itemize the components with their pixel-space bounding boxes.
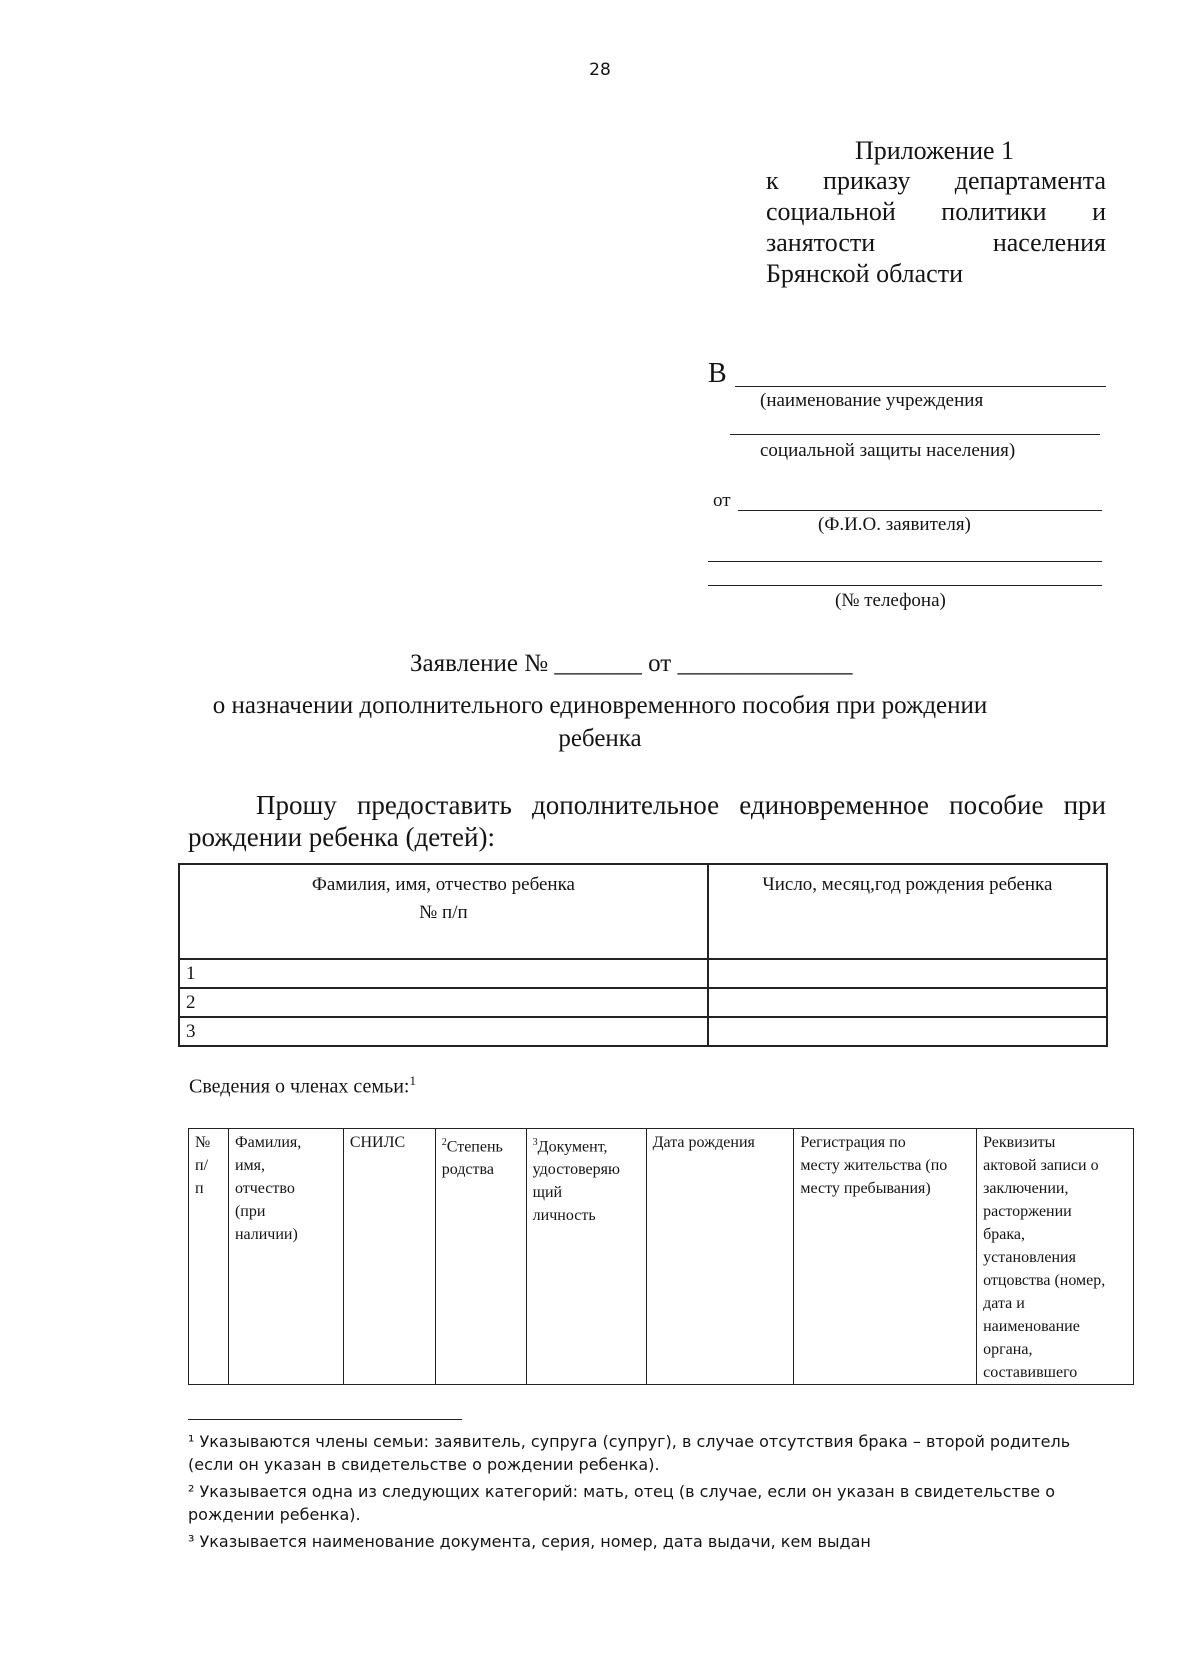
family-header-text: щий [532, 1184, 563, 1202]
family-header-cell [435, 1129, 526, 1385]
footnote-3: ³ Указывается наименование документа, серия, номер, дата выдачи, кем выдан [188, 1532, 871, 1551]
phone-caption: (№ телефона) [835, 590, 946, 611]
footnote-1: ¹ Указываются члены семьи: заявитель, супруга (супруг), в случае отсутствия брака – второй родитель (если он указан в свидетельстве о рождении ребенка). [188, 1432, 1071, 1474]
family-header-text: Фамилия, [234, 1134, 302, 1151]
family-header-text: составившего [983, 1364, 1078, 1381]
children-row-birthdate[interactable] [708, 1017, 1107, 1046]
children-birthdate-header: Число, месяц,год рождения ребенка [708, 864, 1107, 959]
appendix-line-1: к приказу департамента [766, 166, 1106, 195]
family-header-text: Реквизиты [983, 1134, 1056, 1151]
from-label: от [713, 490, 731, 511]
family-header-cell [977, 1129, 1134, 1385]
family-header-cell [343, 1129, 435, 1385]
family-header-text: СНИЛС [349, 1134, 406, 1151]
institution-caption-2: социальной защиты населения) [760, 440, 1016, 461]
family-header-text: наличии) [234, 1226, 298, 1243]
application-subtitle-2: ребенка [558, 725, 642, 752]
family-header-text: личность [532, 1207, 596, 1225]
application-title: Заявление № _______ от ______________ [410, 650, 853, 677]
family-header-cell [646, 1129, 794, 1385]
family-header-text: установления [983, 1249, 1076, 1266]
children-row-number[interactable]: 1 [179, 959, 708, 988]
family-header-cell [526, 1129, 646, 1385]
appendix-line-3: занятости населения [766, 228, 1106, 257]
applicant-fio-field-line[interactable] [738, 510, 1102, 511]
family-header-text: органа, [983, 1341, 1033, 1358]
appendix-line-2: социальной политики и [766, 197, 1107, 226]
application-subtitle: о назначении дополнительного единовременного пособия при рождении [212, 692, 988, 719]
fio-caption: (Ф.И.О. заявителя) [818, 514, 971, 535]
family-header-text: (при [234, 1203, 266, 1220]
phone-field-line[interactable] [708, 585, 1102, 586]
family-header-text: п [195, 1180, 204, 1197]
family-header-text: дата и [983, 1295, 1025, 1312]
family-header-text: месту жительства (по [800, 1157, 948, 1174]
family-header-text: Регистрация по [800, 1134, 906, 1151]
institution-caption: (наименование учреждения [760, 390, 984, 411]
appendix-title: Приложение 1 [855, 136, 1015, 165]
family-header-text: п/ [195, 1157, 209, 1174]
family-header-text: № [195, 1134, 211, 1151]
family-table [188, 1128, 1134, 1385]
family-header-text: $^2$Степень [441, 1137, 503, 1156]
family-header-text: наименование [983, 1318, 1080, 1335]
to-label: В [708, 358, 727, 389]
family-header-text: родства [441, 1161, 494, 1179]
family-header-cell [189, 1129, 229, 1385]
family-header-text: актовой записи о [983, 1157, 1099, 1174]
family-header-text: Дата рождения [652, 1134, 755, 1151]
children-row-number[interactable]: 2 [179, 988, 708, 1017]
family-header-text: брака, [983, 1226, 1025, 1243]
family-header-text: удостоверяю [532, 1161, 620, 1179]
request-text-line-1: Прошу предоставить дополнительное единовременное пособие при [256, 790, 1106, 820]
children-table [178, 863, 1108, 1047]
family-header-text: отцовства (номер, [983, 1272, 1106, 1289]
institution-field-line[interactable] [735, 386, 1106, 387]
footnotes [188, 1430, 1108, 1557]
family-header-cell [794, 1129, 977, 1385]
page-number: 28 [589, 60, 611, 80]
family-header-text: $^3$Документ, [532, 1137, 608, 1156]
request-text-line-2: рождении ребенка (детей): [188, 822, 495, 852]
institution-field-line-2[interactable] [730, 434, 1100, 435]
family-header-text: месту пребывания) [800, 1180, 931, 1197]
footnote-separator [188, 1419, 462, 1420]
appendix-line-4: Брянской области [766, 259, 963, 288]
family-header-cell [228, 1129, 343, 1385]
family-section-title: Сведения о членах семьи:$^1$ [189, 1073, 416, 1098]
family-header-text: заключении, [983, 1180, 1069, 1197]
children-row-birthdate[interactable] [708, 959, 1107, 988]
family-header-text: отчество [234, 1180, 295, 1197]
children-row-number[interactable]: 3 [179, 1017, 708, 1046]
family-header-text: имя, [234, 1157, 265, 1174]
children-name-header: Фамилия, имя, отчество ребенка № п/п [179, 864, 708, 959]
applicant-extra-line[interactable] [708, 561, 1102, 562]
footnote-2: ² Указывается одна из следующих категорий: мать, отец (в случае, если он указан в свидетельстве о рождении ребенка). [188, 1482, 1055, 1524]
children-row-birthdate[interactable] [708, 988, 1107, 1017]
family-header-text: расторжении [983, 1203, 1072, 1220]
